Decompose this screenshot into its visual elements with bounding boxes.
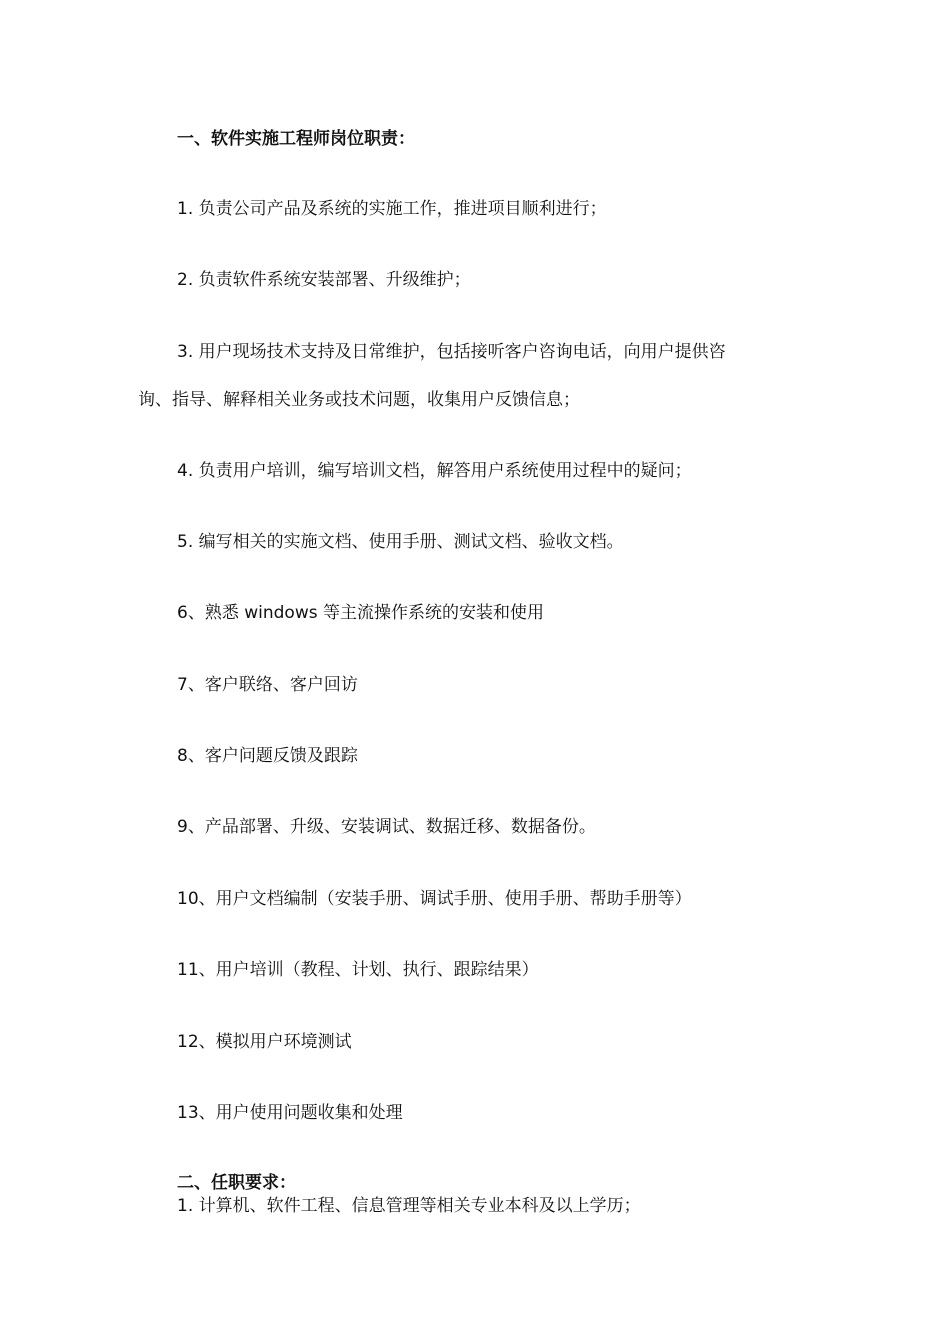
section-heading-requirements: 二、任职要求： bbox=[177, 1173, 296, 1193]
duty-item: 8、客户问题反馈及跟踪 bbox=[177, 746, 358, 766]
duty-item: 1. 负责公司产品及系统的实施工作，推进项目顺利进行； bbox=[177, 199, 607, 219]
duty-item: 11、用户培训（教程、计划、执行、跟踪结果） bbox=[177, 960, 539, 980]
duty-item-continuation: 询、指导、解释相关业务或技术问题，收集用户反馈信息； bbox=[138, 390, 580, 410]
duty-item: 2. 负责软件系统安装部署、升级维护； bbox=[177, 270, 471, 290]
duty-item: 9、产品部署、升级、安装调试、数据迁移、数据备份。 bbox=[177, 817, 596, 837]
duty-item: 10、用户文档编制（安装手册、调试手册、使用手册、帮助手册等） bbox=[177, 889, 692, 909]
duty-item: 7、客户联络、客户回访 bbox=[177, 675, 358, 695]
duty-item: 13、用户使用问题收集和处理 bbox=[177, 1103, 403, 1123]
duty-item: 5. 编写相关的实施文档、使用手册、测试文档、验收文档。 bbox=[177, 532, 624, 552]
requirement-item: 1. 计算机、软件工程、信息管理等相关专业本科及以上学历； bbox=[177, 1196, 641, 1216]
duty-item: 6、熟悉 windows 等主流操作系统的安装和使用 bbox=[177, 603, 544, 623]
section-heading-duties: 一、软件实施工程师岗位职责： bbox=[177, 129, 415, 149]
duty-item: 4. 负责用户培训，编写培训文档，解答用户系统使用过程中的疑问； bbox=[177, 461, 692, 481]
duty-item: 3. 用户现场技术支持及日常维护，包括接听客户咨询电话，向用户提供咨 bbox=[177, 342, 726, 362]
duty-item: 12、模拟用户环境测试 bbox=[177, 1032, 352, 1052]
